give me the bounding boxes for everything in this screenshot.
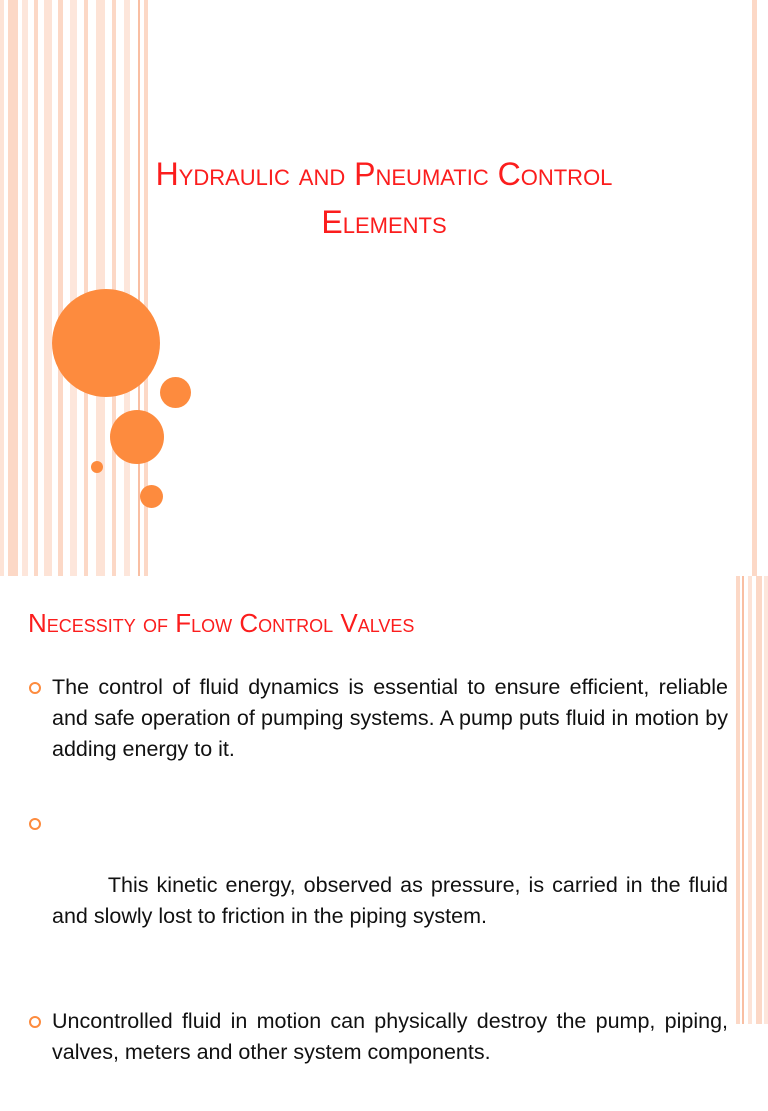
- stripe: [58, 0, 63, 576]
- decorative-stripe-right: [736, 576, 740, 1024]
- circle-bullet-icon: [29, 818, 41, 830]
- decorative-stripes-left: [0, 0, 150, 576]
- content-slide: [4, 576, 768, 1064]
- circle-bullet-icon: [29, 1016, 41, 1028]
- slide-title-line-1: Hydraulic and Pneumatic Control: [155, 156, 613, 192]
- stripe: [34, 0, 38, 576]
- decorative-stripe-right: [748, 576, 752, 1024]
- small-circle-icon: [160, 377, 191, 408]
- stripe: [84, 0, 88, 576]
- small-circle-icon: [140, 485, 163, 508]
- stripe: [70, 0, 77, 576]
- bullet-list: [28, 672, 734, 1111]
- stripe: [22, 0, 28, 576]
- circle-bullet-icon: [29, 682, 41, 694]
- medium-circle-icon: [110, 410, 164, 464]
- slide-title: [0, 150, 768, 246]
- stripe: [96, 0, 105, 576]
- list-item: [28, 672, 728, 765]
- large-circle-icon: [52, 289, 160, 397]
- slide-title-line-2: Elements: [321, 204, 447, 240]
- slide-heading: Necessity of Flow Control Valves: [28, 608, 415, 638]
- list-item: [28, 1006, 728, 1068]
- bullet-text: Uncontrolled fluid in motion can physically destroy the pump, piping, valves, meters and other system components.: [52, 1009, 728, 1064]
- bullet-text: This kinetic energy, observed as pressure, is carried in the fluid and slowly lost to friction in the piping system.: [52, 873, 734, 928]
- decorative-stripe-right: [756, 576, 762, 1024]
- stripe: [112, 0, 116, 576]
- list-item: [28, 808, 734, 963]
- stripe: [44, 0, 52, 576]
- bullet-text: The control of fluid dynamics is essential to ensure efficient, reliable and safe operation of pumping systems. A pump puts fluid in motion by adding energy to it.: [52, 675, 728, 761]
- stripe: [8, 0, 18, 576]
- decorative-stripe-right: [764, 576, 768, 1024]
- stripe: [0, 0, 4, 576]
- tiny-circle-icon: [91, 461, 103, 473]
- decorative-stripe-right: [752, 0, 757, 576]
- stripe: [124, 0, 130, 576]
- stripe: [138, 0, 140, 576]
- decorative-stripe-right: [742, 576, 744, 1024]
